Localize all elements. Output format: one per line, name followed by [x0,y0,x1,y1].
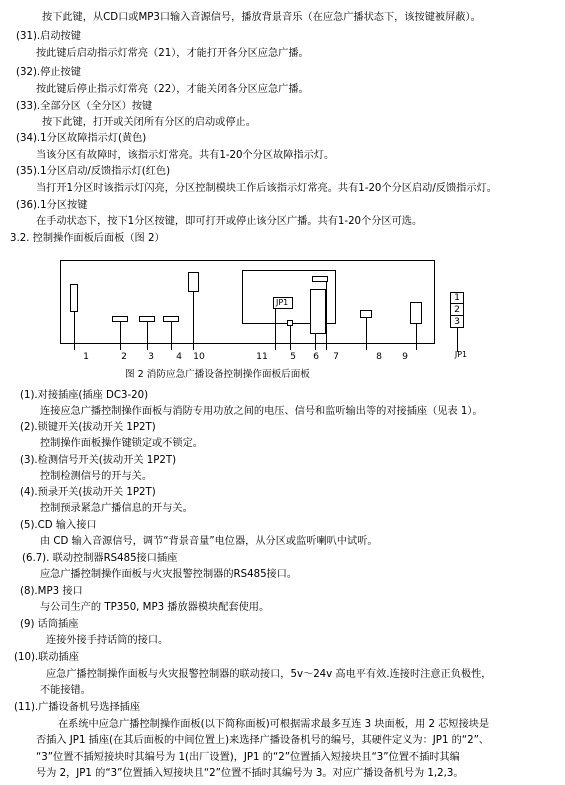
text-line: 按此键后停止指示灯常亮（22），才能关闭各分区应急广播。 [36,84,309,95]
leader-line [366,318,367,350]
text-line: 控制操作面板操作键锁定或不锁定。 [40,438,203,449]
pin-number-2: 2 [454,304,460,315]
text-line: 在系统中应急广播控制操作面板(以下简称面板)可根据需求最多互连 3 块面板，用 2 芯短接块是 [58,719,490,730]
leader-line [315,334,316,350]
section-heading: (34).1分区故障指示灯(黄色) [16,133,147,144]
pin-table-leader [457,328,458,352]
text-line: “3”位置不插短接块时其编号为 1(出厂设置)，JP1 的“2”位置插入短接块且“3”位置不插时其编 [36,752,460,763]
leader-line [74,312,75,350]
callout-label: 6 [313,351,319,362]
jp1-label: JP1 [276,298,289,307]
section-heading: (10).联动插座 [14,652,79,663]
leader-line [416,324,417,350]
callout-label: 8 [376,351,382,362]
mic-socket-9 [410,302,422,324]
pin-number-3: 3 [454,316,460,327]
text-line: 由 CD 输入音源信号，调节“背景音量”电位器，从分区或监听喇叭中试听。 [40,536,378,547]
linkage-socket-10 [188,272,199,292]
section-heading: (5).CD 输入接口 [20,520,97,531]
leader-line [171,322,172,350]
section-heading: (9) 话筒插座 [20,619,79,630]
jp1-connector [273,297,293,309]
text-line: 当该分区有故障时，该指示灯常亮。共有1-20个分区故障指示灯。 [36,150,335,161]
section-heading: (4).预录开关(拔动开关 1P2T) [20,487,156,498]
text-line: 控制检测信号的开与关。 [40,471,153,482]
section-heading: (3).检测信号开关(拔动开关 1P2T) [20,455,177,466]
section-heading: (36).1分区按键 [16,200,88,211]
connector-1 [70,284,78,312]
text-line: 与公司生产的 TP350, MP3 播放器模块配套使用。 [40,602,270,613]
text-line: 应急广播控制操作面板与火灾报警控制器的联动接口，5v～24v 高电平有效.连接时注意正负极性， [46,669,492,680]
text-line: 控制预录紧急广播信息的开与关。 [40,503,193,514]
callout-label: 10 [193,351,205,362]
callout-label: 1 [83,351,89,362]
section-heading: (2).锁键开关(拔动开关 1P2T) [20,422,156,433]
section-heading: (35).1分区启动/反馈指示灯(红色) [16,166,171,177]
leader-line [290,326,291,350]
text-line: 按下此键，从CD口或MP3口输入音源信号，播放背景音乐（在应急广播状态下，该按键被屏蔽）。 [42,12,481,23]
callout-label: 4 [176,351,182,362]
text-line: 不能接错。 [40,685,91,696]
figure-caption: 图 2 消防应急广播设备控制操作面板后面板 [125,369,310,380]
section-heading: (6.7). 联动控制器RS485接口插座 [22,553,178,564]
text-line: 否插入 JP1 插座(在其后面板的中间位置上)来选择广播设备机号的编号，其硬件定义为：JP1 的“2”、 [36,735,490,746]
callout-label: 5 [290,351,296,362]
section-heading: (8).MP3 接口 [20,586,83,597]
text-line: 号为 2，JP1 的“3”位置插入短接块且“2”位置不插时其编号为 3。对应广播设备机号为 1,2,3。 [36,768,464,779]
text-line: 连接应急广播控制操作面板与消防专用功放之间的电压、信号和监听输出等的对接插座（见表 1）。 [40,406,483,417]
pin-number-1: 1 [454,292,460,303]
rs485-socket-6 [310,289,326,334]
section-heading: (32).停止按键 [16,67,81,78]
section-heading: (1).对接插座(插座 DC3-20) [20,390,149,401]
text-line: 按下此键，打开或关闭所有分区的启动或停止。 [42,117,256,128]
leader-line [193,292,194,350]
text-line: 当打开1分区时该指示灯闪亮，分区控制模块工作后该指示灯常亮。共有1-20个分区启动/反馈指示灯。 [36,183,497,194]
callout-label: 11 [256,351,268,362]
text-line: 在手动状态下，按下1分区按键，即可打开或停止该分区广播。共有1-20个分区可选。 [36,216,423,227]
callout-label: 2 [121,351,127,362]
text-line: 连接外接手持话筒的接口。 [46,635,169,646]
callout-label: 9 [402,351,408,362]
pin-table-label: JP1 [454,350,468,359]
section-heading: (31).启动按键 [16,31,81,42]
leader-line [326,282,327,350]
mp3-socket-8 [360,310,372,318]
section-heading: (11).广播设备机号选择插座 [14,702,141,713]
callout-label: 7 [333,351,339,362]
callout-label: 3 [148,351,154,362]
section-heading: (33).全部分区（全分区）按键 [16,101,153,112]
section-heading: 3.2. 控制操作面板后面板（图 2） [10,233,165,244]
leader-line [120,322,121,350]
text-line: 按此键后启动指示灯常亮（21），才能打开各分区应急广播。 [36,48,309,59]
leader-line [275,309,276,350]
text-line: 应急广播控制操作面板与火灾报警控制器的RS485接口。 [40,569,298,580]
leader-line [147,322,148,350]
